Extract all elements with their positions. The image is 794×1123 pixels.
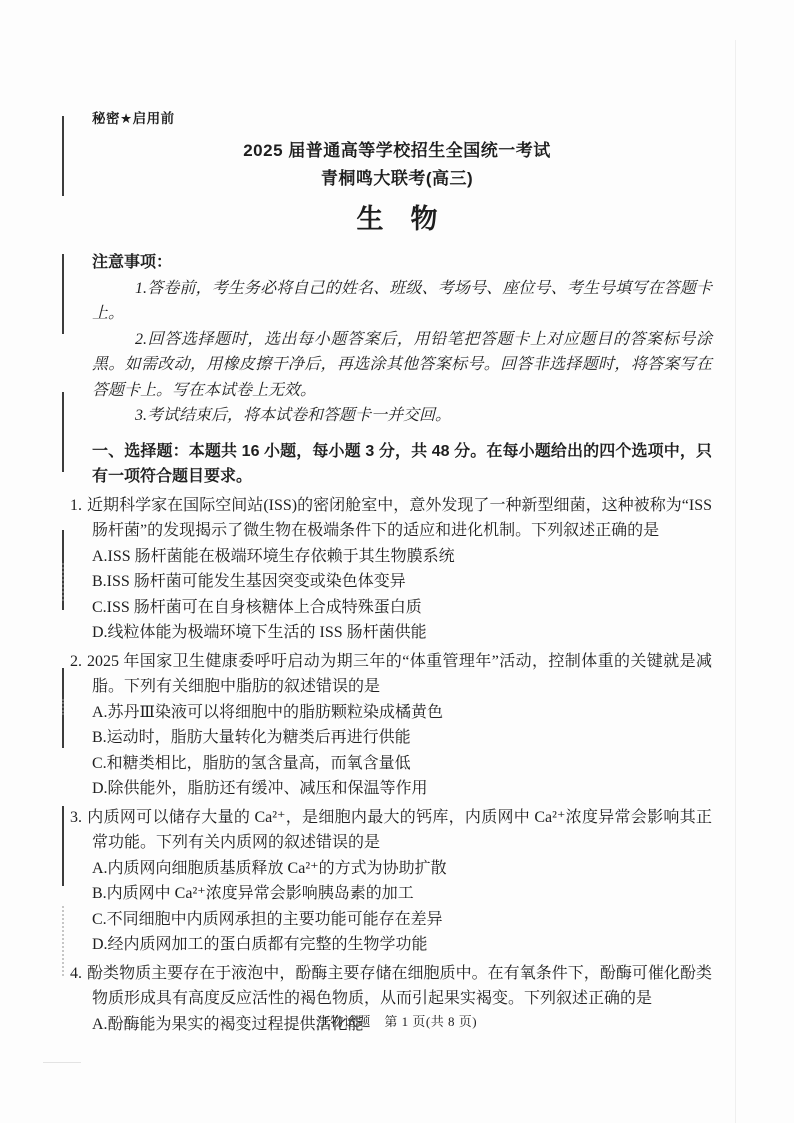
question-2	[70, 649, 712, 802]
question-1-option-c: C.ISS 肠杆菌可在自身核糖体上合成特殊蛋白质	[92, 598, 422, 616]
binding-line-marks	[62, 563, 64, 601]
question-1-option-d: D.线粒体能为极端环境下生活的 ISS 肠杆菌供能	[92, 624, 427, 641]
question-1-stem-text: 近期科学家在国际空间站(ISS)的密闭舱室中，意外发现了一种新型细菌，这种被称为“ISS 肠杆菌”的发现揭示了微生物在极端条件下的适应和进化机制。下列叙述正确的是	[87, 496, 712, 539]
scan-artifact-smudge	[43, 1062, 81, 1063]
exam-title-line1: 2025 届普通高等学校招生全国统一考试	[243, 141, 551, 160]
question-3-number: 3.	[70, 808, 82, 826]
question-2-option-d: D.除供能外，脂肪还有缓冲、减压和保温等作用	[92, 780, 428, 797]
question-2-stem-text: 2025 年国家卫生健康委呼吁启动为期三年的“体重管理年”活动，控制体重的关键就是减脂。下列有关细胞中脂肪的叙述错误的是	[87, 652, 712, 695]
question-2-number: 2.	[70, 652, 82, 670]
notice-heading: 注意事项：	[92, 254, 173, 271]
notice-item-1: 1.答卷前，考生务必将自己的姓名、班级、考场号、座位号、考生号填写在答题卡上。	[92, 279, 712, 322]
section-one-heading: 一、选择题：本题共 16 小题，每小题 3 分，共 48 分。在每小题给出的四个选项中，只有一项符合题目要求。	[92, 442, 712, 485]
question-3	[70, 805, 712, 958]
question-2-option-b: B.运动时，脂肪大量转化为糖类后再进行供能	[92, 729, 411, 746]
question-4-stem-text: 酚类物质主要存在于液泡中，酚酶主要存储在细胞质中。在有氧条件下，酚酶可催化酚类物质形成具有高度反应活性的褐色物质，从而引起果实褐变。下列叙述正确的是	[87, 964, 712, 1007]
question-4-number: 4.	[70, 964, 82, 982]
question-2-option-a: A.苏丹Ⅲ染液可以将细胞中的脂肪颗粒染成橘黄色	[92, 703, 443, 721]
classification-label: 秘密★启用前	[92, 111, 175, 126]
question-1-option-a: A.ISS 肠杆菌能在极端环境生存依赖于其生物膜系统	[92, 547, 455, 565]
question-4-stem	[70, 961, 712, 1012]
question-1-stem	[70, 493, 712, 544]
page-footer: 生物试题 第 1 页(共 8 页)	[316, 1014, 478, 1029]
binding-line-marks	[62, 906, 64, 976]
question-2-stem	[70, 649, 712, 700]
question-1-number: 1.	[70, 496, 82, 514]
question-4-option-a: A.酚酶能为果实的褐变过程提供活化能	[92, 1015, 364, 1033]
question-3-option-a: A.内质网向细胞质基质释放 Ca²⁺的方式为协助扩散	[92, 859, 447, 877]
exam-title-line2: 青桐鸣大联考(高三)	[320, 169, 474, 188]
question-3-option-c: C.不同细胞中内质网承担的主要功能可能存在差异	[92, 910, 443, 928]
exam-body	[70, 250, 712, 1037]
binding-line-marks	[62, 699, 64, 715]
question-3-stem-text: 内质网可以储存大量的 Ca²⁺，是细胞内最大的钙库，内质网中 Ca²⁺浓度异常会影响其正常功能。下列有关内质网的叙述错误的是	[87, 808, 712, 851]
question-3-stem	[70, 805, 712, 856]
question-3-option-d: D.经内质网加工的蛋白质都有完整的生物学功能	[92, 936, 428, 953]
question-1-option-b: B.ISS 肠杆菌可能发生基因突变或染色体变异	[92, 573, 406, 590]
question-1	[70, 493, 712, 646]
notice-item-2: 2.回答选择题时，选出每小题答案后，用铅笔把答题卡上对应题目的答案标号涂黑。如需改动，用橡皮擦干净后，再选涂其他答案标号。回答非选择题时，将答案写在答题卡上。写在本试卷上无效。	[92, 330, 712, 399]
question-2-option-c: C.和糖类相比，脂肪的氢含量高，而氧含量低	[92, 754, 411, 772]
notice-item-3: 3.考试结束后，将本试卷和答题卡一并交回。	[135, 407, 452, 424]
question-3-option-b: B.内质网中 Ca²⁺浓度异常会影响胰岛素的加工	[92, 885, 414, 902]
subject-title: 生 物	[356, 204, 438, 234]
